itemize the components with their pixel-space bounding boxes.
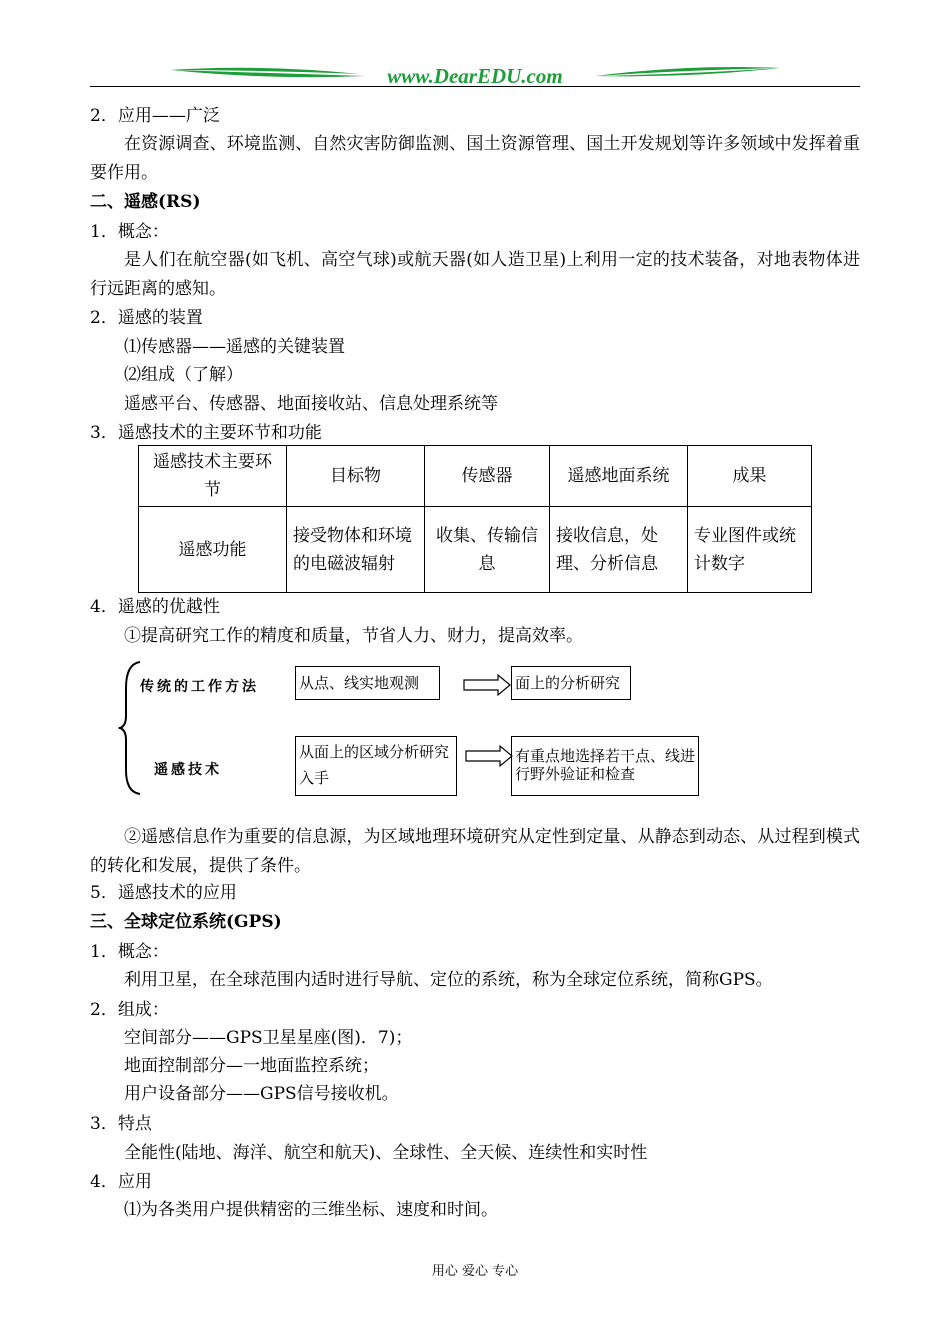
text-line: 2．遥感的装置 [90,308,203,328]
text-line: 3．特点 [90,1114,152,1134]
label-traditional-method: 传统的工作方法 [140,679,259,695]
section-heading-rs: 二、遥感(RS) [90,192,201,212]
box-regional-analysis: 从面上的区域分析研究入手 [295,736,457,796]
box-field-verification: 有重点地选择若干点、线进行野外验证和检查 [511,736,699,796]
header-site-text: www.DearEDU.com [387,64,563,88]
text-line: 1．概念： [90,942,169,962]
text-line: 4．遥感的优越性 [90,597,220,617]
table-header-cell: 目标物 [287,446,425,507]
text-line: 1．概念： [90,222,169,242]
text-line: 地面控制部分—一地面监控系统； [124,1056,379,1076]
table-cell: 专业图件或统计数字 [688,507,812,593]
text-line: 遥感平台、传感器、地面接收站、信息处理系统等 [124,394,498,414]
text-line: ⑴为各类用户提供精密的三维坐标、速度和时间。 [124,1200,498,1220]
table-header-cell: 遥感地面系统 [550,446,688,507]
header-rule [90,86,860,87]
text-line: 全能性(陆地、海洋、航空和航天)、全球性、全天候、连续性和实时性 [124,1143,648,1163]
section-heading-gps: 三、全球定位系统(GPS) [90,912,282,932]
box-surface-analysis: 面上的分析研究 [511,666,631,700]
comparison-diagram [118,658,718,798]
table-cell: 接受物体和环境的电磁波辐射 [287,507,425,593]
label-remote-sensing: 遥感技术 [154,762,222,778]
text-line: 利用卫星，在全球范围内适时进行导航、定位的系统，称为全球定位系统，简称GPS。 [124,970,773,990]
page-footer: 用心 爱心 专心 [431,1264,519,1279]
table-cell: 接收信息，处理、分析信息 [550,507,688,593]
table-header-row [139,446,812,507]
paragraph: 是人们在航空器(如飞机、高空气球)或航天器(如人造卫星)上利用一定的技术装备，对地表物体进行远距离的感知。 [90,250,860,299]
text-line: ⑵组成（了解） [124,365,243,385]
text-line: 5．遥感技术的应用 [90,883,237,903]
paragraph: 在资源调查、环境监测、自然灾害防御监测、国土资源管理、国土开发规划等许多领域中发挥着重要作用。 [90,134,860,183]
text-line: 4．应用 [90,1172,152,1192]
text-line: 3．遥感技术的主要环节和功能 [90,423,322,443]
table-header-cell: 传感器 [425,446,550,507]
table-header-cell: 遥感技术主要环节 [139,446,287,507]
table-cell: 遥感功能 [139,507,287,593]
table-header-cell: 成果 [688,446,812,507]
text-line: 2．应用——广泛 [90,106,220,126]
table-row [139,507,812,593]
rs-function-table [138,445,812,593]
paragraph: ②遥感信息作为重要的信息源，为区域地理环境研究从定性到定量、从静态到动态、从过程到模式的转化和发展，提供了条件。 [90,827,860,876]
text-line: 空间部分——GPS卫星星座(图)．7)； [124,1028,413,1048]
text-line: 2．组成： [90,1000,169,1020]
table-cell: 收集、传输信息 [425,507,550,593]
text-line: ①提高研究工作的精度和质量，节省人力、财力，提高效率。 [124,626,583,646]
text-line: ⑴传感器——遥感的关键装置 [124,337,345,357]
text-line: 用户设备部分——GPS信号接收机。 [124,1084,399,1104]
box-point-line-observation: 从点、线实地观测 [295,666,440,700]
